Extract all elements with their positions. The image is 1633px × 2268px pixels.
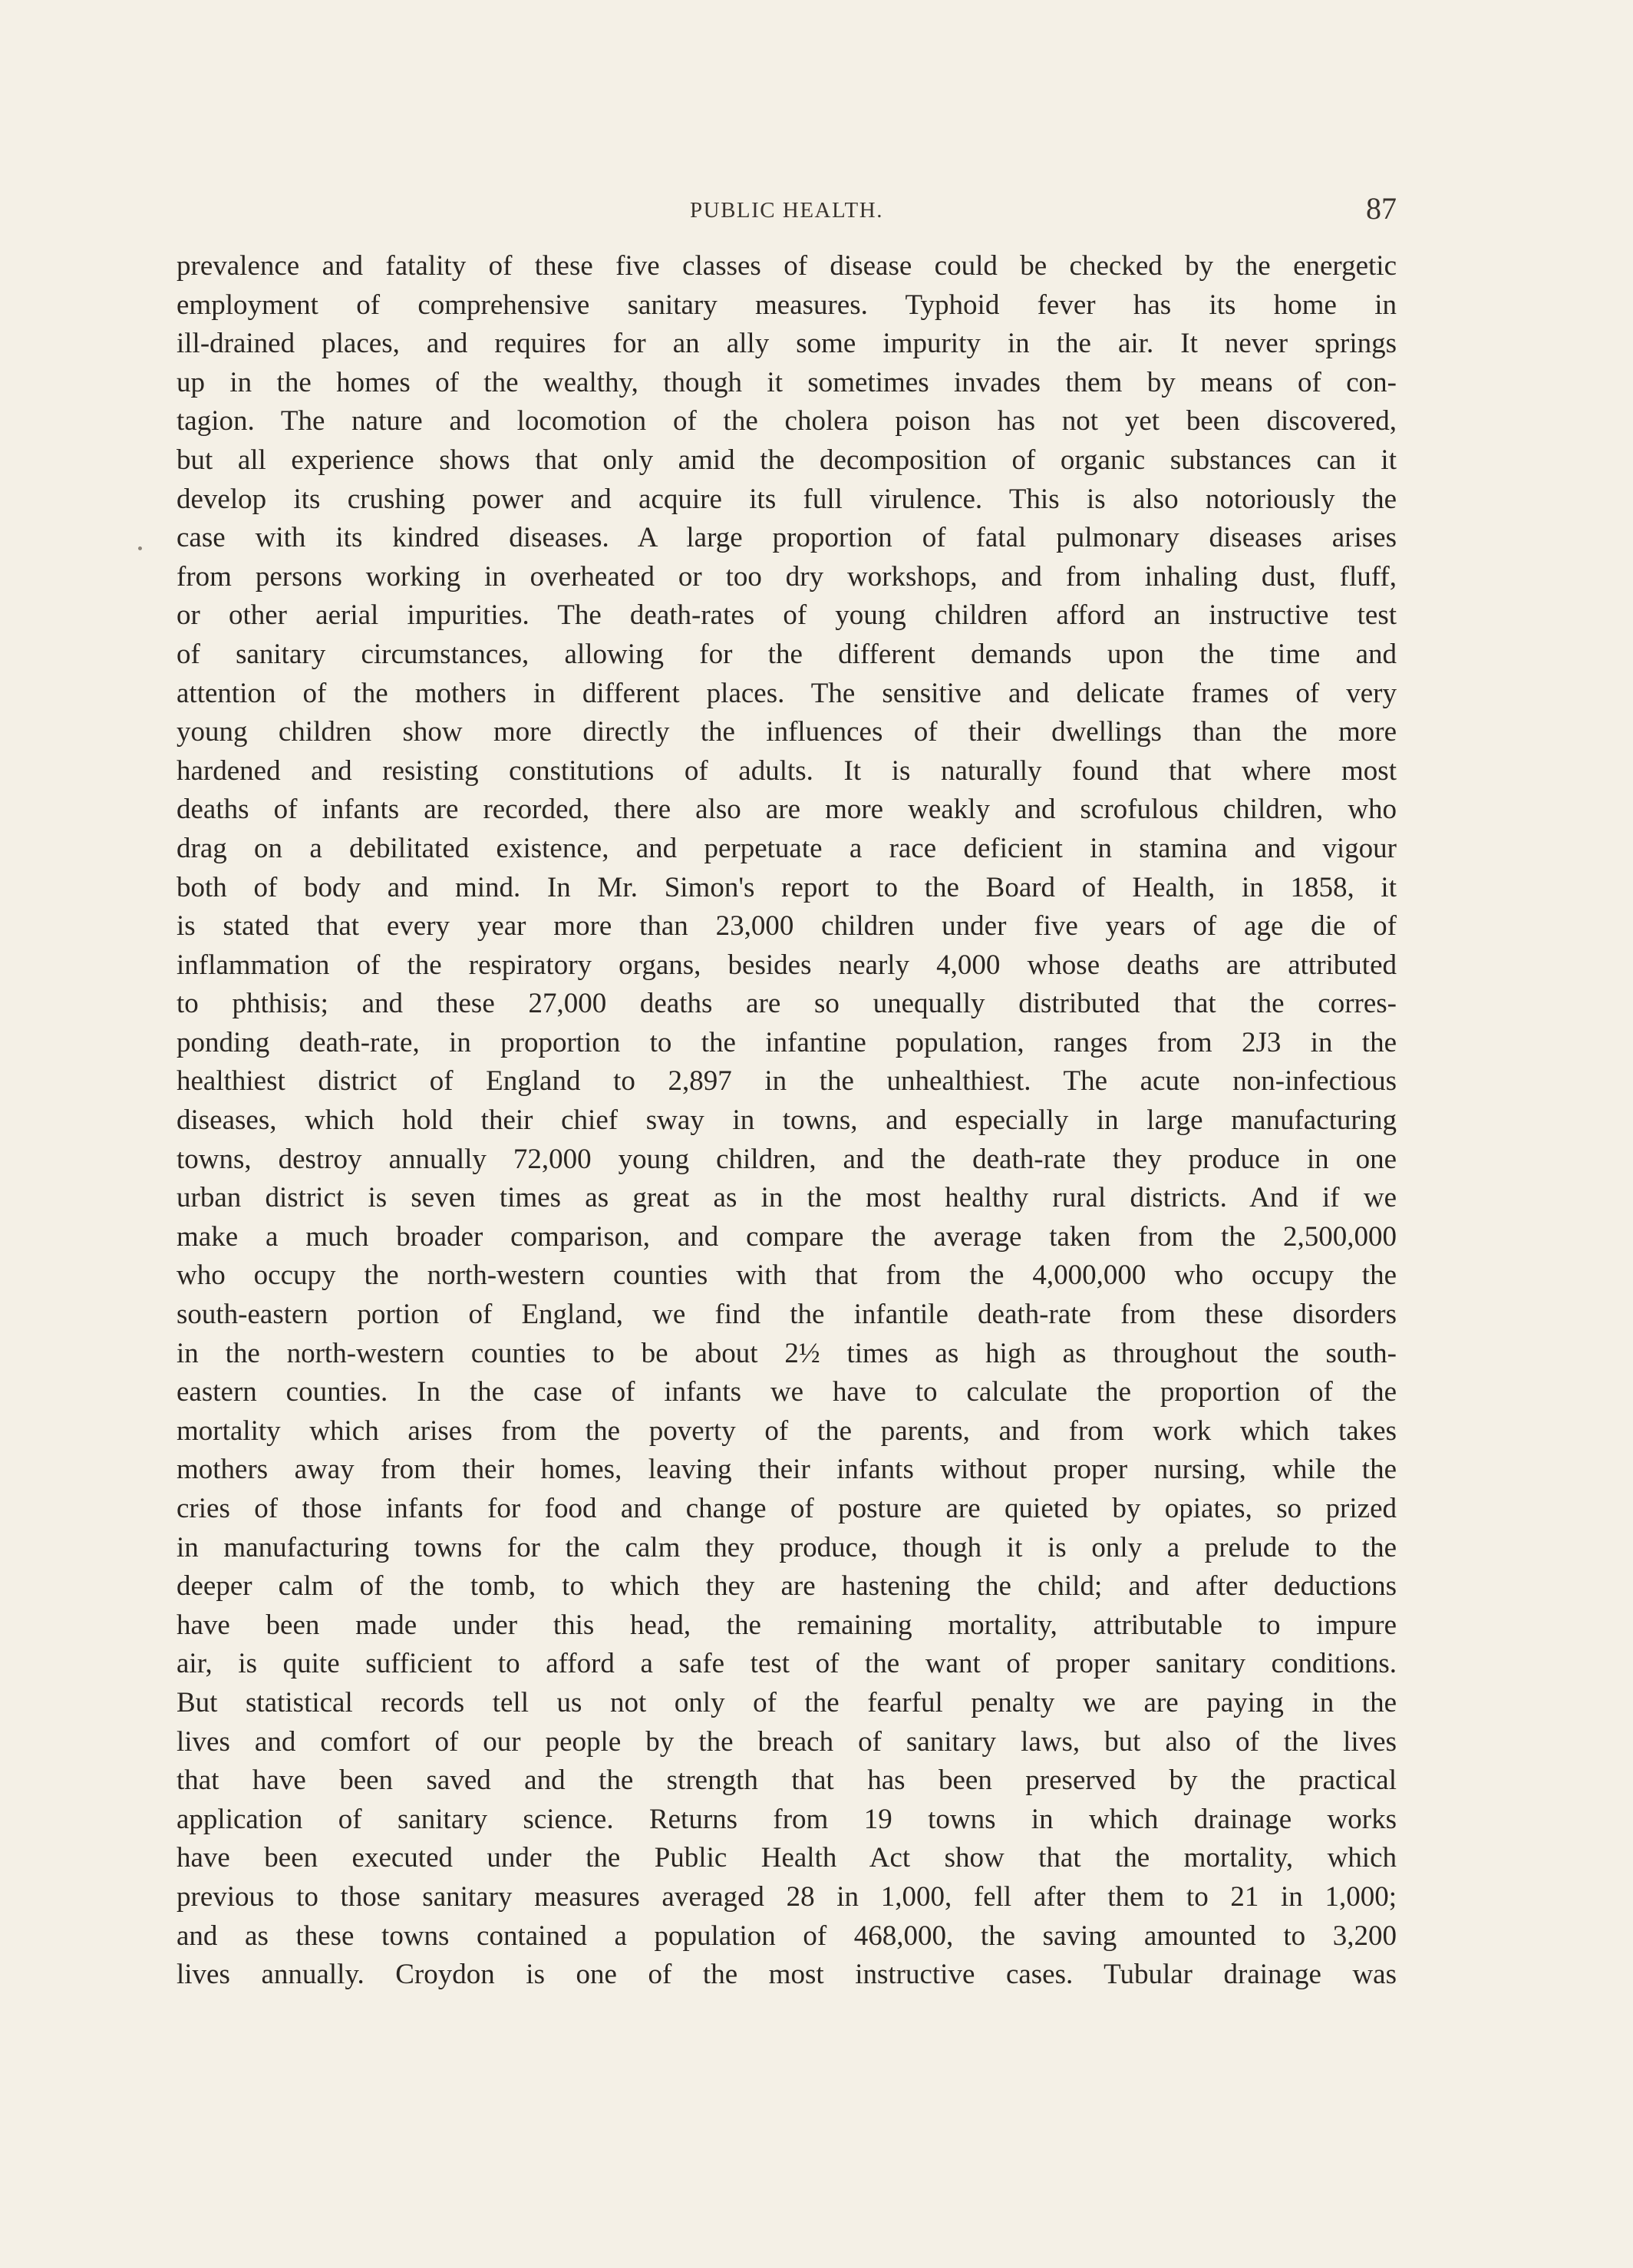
text-line: in the north-western counties to be about 2½ times as high as throughout the south- <box>176 1337 1397 1369</box>
text-line: lives and comfort of our people by the breach of sanitary laws, but also of the lives <box>176 1725 1397 1758</box>
page-number: 87 <box>1366 191 1397 226</box>
margin-mark <box>138 546 142 550</box>
text-line: deaths of infants are recorded, there also are more weakly and scrofulous children, who <box>176 794 1397 826</box>
text-line: who occupy the north-western counties with that from the 4,000,000 who occupy the <box>176 1259 1397 1292</box>
text-line: south-eastern portion of England, we find the infantile death-rate from these disorders <box>176 1299 1397 1331</box>
text-line: drag on a debilitated existence, and perpetuate a race deficient in stamina and vigour <box>176 832 1397 864</box>
text-line: mortality which arises from the poverty of the parents, and from work which takes <box>176 1415 1397 1447</box>
text-line: lives annually. Croydon is one of the most instructive cases. Tubular drainage was <box>176 1959 1397 1991</box>
text-line: have been executed under the Public Health Act show that the mortality, which <box>176 1842 1397 1874</box>
text-line: is stated that every year more than 23,000 children under five years of age die of <box>176 910 1397 943</box>
text-line: inflammation of the respiratory organs, besides nearly 4,000 whose deaths are attributed <box>176 949 1397 981</box>
text-line: eastern counties. In the case of infants we have to calculate the proportion of the <box>176 1376 1397 1408</box>
text-line: or other aerial impurities. The death-rates of young children afford an instructive test <box>176 599 1397 632</box>
text-line: up in the homes of the wealthy, though it sometimes invades them by means of con- <box>176 366 1397 398</box>
text-line: prevalence and fatality of these five classes of disease could be checked by the energetic <box>176 250 1397 282</box>
text-line: air, is quite sufficient to afford a safe test of the want of proper sanitary conditions. <box>176 1648 1397 1680</box>
text-line: ill-drained places, and requires for an ally some impurity in the air. It never springs <box>176 328 1397 360</box>
text-line: case with its kindred diseases. A large proportion of fatal pulmonary diseases arises <box>176 522 1397 554</box>
text-line: deeper calm of the tomb, to which they are hastening the child; and after deductions <box>176 1570 1397 1603</box>
text-line: from persons working in overheated or too dry workshops, and from inhaling dust, fluff, <box>176 560 1397 593</box>
text-line: mothers away from their homes, leaving their infants without proper nursing, while the <box>176 1454 1397 1486</box>
text-line: develop its crushing power and acquire its full virulence. This is also notoriously the <box>176 483 1397 515</box>
text-line: young children show more directly the influences of their dwellings than the more <box>176 716 1397 748</box>
text-line: previous to those sanitary measures averaged 28 in 1,000, fell after them to 21 in 1,000; <box>176 1880 1397 1913</box>
text-line: have been made under this head, the remaining mortality, attributable to impure <box>176 1609 1397 1641</box>
text-line: employment of comprehensive sanitary measures. Typhoid fever has its home in <box>176 289 1397 321</box>
text-line: attention of the mothers in different places. The sensitive and delicate frames of very <box>176 677 1397 709</box>
text-line: tagion. The nature and locomotion of the cholera poison has not yet been discovered, <box>176 405 1397 437</box>
text-line: but all experience shows that only amid the decomposition of organic substances can it <box>176 444 1397 476</box>
text-line: and as these towns contained a population of 468,000, the saving amounted to 3,200 <box>176 1920 1397 1952</box>
text-line: But statistical records tell us not only of the fearful penalty we are paying in the <box>176 1686 1397 1718</box>
text-line: healthiest district of England to 2,897 in the unhealthiest. The acute non-infectious <box>176 1065 1397 1098</box>
text-line: in manufacturing towns for the calm they produce, though it is only a prelude to the <box>176 1531 1397 1563</box>
text-line: application of sanitary science. Returns from 19 towns in which drainage works <box>176 1803 1397 1835</box>
text-line: diseases, which hold their chief sway in towns, and especially in large manufacturing <box>176 1104 1397 1137</box>
text-line: of sanitary circumstances, allowing for the different demands upon the time and <box>176 638 1397 670</box>
body-paragraph <box>176 247 1397 1995</box>
text-line: hardened and resisting constitutions of adults. It is naturally found that where most <box>176 754 1397 787</box>
text-line: ponding death-rate, in proportion to the infantine population, ranges from 2J3 in the <box>176 1026 1397 1058</box>
text-line: to phthisis; and these 27,000 deaths are so unequally distributed that the corres- <box>176 988 1397 1020</box>
text-line: that have been saved and the strength that has been preserved by the practical <box>176 1765 1397 1797</box>
running-head <box>176 190 1397 236</box>
text-line: urban district is seven times as great as in the most healthy rural districts. And if we <box>176 1182 1397 1214</box>
text-line: towns, destroy annually 72,000 young children, and the death-rate they produce in one <box>176 1143 1397 1175</box>
text-line: make a much broader comparison, and compare the average taken from the 2,500,000 <box>176 1220 1397 1253</box>
running-title: PUBLIC HEALTH. <box>690 198 883 223</box>
text-line: both of body and mind. In Mr. Simon's report to the Board of Health, in 1858, it <box>176 871 1397 903</box>
text-line: cries of those infants for food and change of posture are quieted by opiates, so prized <box>176 1493 1397 1524</box>
